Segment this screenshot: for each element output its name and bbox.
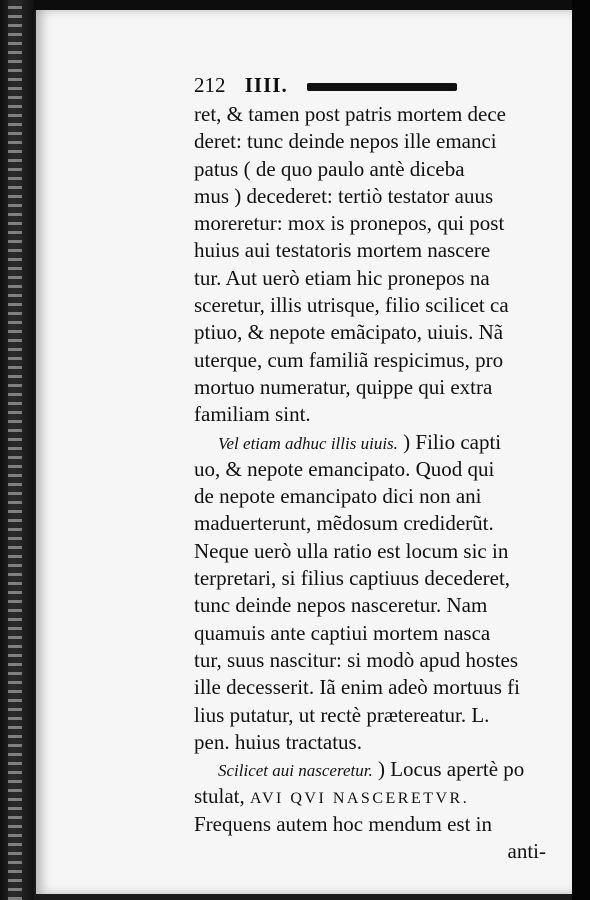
commentary-text: ) Filio capti <box>403 429 502 454</box>
text-line: tur, suus nascitur: si modò apud hostes <box>194 647 519 672</box>
text-line: pen. huius tractatus. <box>194 729 362 754</box>
page-number: 212 <box>194 73 226 97</box>
paragraph-2 <box>194 429 570 757</box>
paragraph-1 <box>194 101 570 429</box>
text-line: ille decesserit. Iã enim adeò mortuus fi <box>194 675 520 700</box>
text-line: uterque, cum familiã respicimus, pro <box>194 347 504 372</box>
text-line: lius putatur, ut rectè prætereatur. L. <box>194 702 490 727</box>
text-line <box>194 783 570 810</box>
text-line: Neque uerò ulla ratio est locum sic in <box>194 538 509 563</box>
lemma-quotation: Scilicet aui nasceretur. <box>218 761 373 781</box>
adjacent-page-edge <box>8 0 22 900</box>
text-line: Frequens autem hoc mendum est in <box>194 811 493 836</box>
scan-left-border <box>0 0 34 900</box>
text-line: familiam sint. <box>194 402 311 427</box>
text-line: mus ) decederet: tertiò testator auus <box>194 183 494 208</box>
text-line: deret: tunc deinde nepos ille emanci <box>194 129 497 154</box>
text-line: quamuis ante captiui mortem nasca <box>194 620 491 645</box>
paragraph-3 <box>194 756 570 865</box>
text-line <box>194 756 570 783</box>
text-line: uo, & nepote emancipato. Quod qui <box>194 456 495 481</box>
text-line: ptiuo, & nepote emãcipato, uiuis. Nã <box>194 320 504 345</box>
text-line: maduerterunt, mẽdosum crediderũt. <box>194 511 494 536</box>
running-head-text: IIII. <box>244 73 288 97</box>
commentary-text: ) Locus apertè po <box>377 757 525 782</box>
text-line <box>194 429 570 456</box>
commentary-text: stulat, <box>194 784 245 809</box>
body-text <box>194 101 570 865</box>
small-caps-quotation: AVI QVI NASCERETVR. <box>250 790 470 808</box>
text-line: tunc deinde nepos nasceretur. Nam <box>194 593 488 618</box>
lemma-quotation: Vel etiam adhuc illis uiuis. <box>218 433 398 453</box>
text-line: moreretur: mox is pronepos, qui post <box>194 211 505 236</box>
catchword: anti- <box>507 839 546 864</box>
text-line: patus ( de quo paulo antè diceba <box>194 156 465 181</box>
running-header <box>194 73 514 101</box>
text-line: terpretari, si filius captiuus decederet, <box>194 566 511 591</box>
text-line: mortuo numeratur, quippe qui extra <box>194 374 493 399</box>
text-line: de nepote emancipato dici non ani <box>194 484 482 509</box>
text-line: sceretur, illis utrisque, filio scilicet ca <box>194 293 509 318</box>
struck-out-running-head <box>307 83 457 91</box>
scan-right-border <box>572 0 590 900</box>
scan-top-border <box>0 0 590 10</box>
text-line: tur. Aut uerò etiam hic pronepos na <box>194 265 490 290</box>
text-line: ret, & tamen post patris mortem dece <box>194 102 506 126</box>
text-line: huius aui testatoris mortem nascere <box>194 238 491 263</box>
